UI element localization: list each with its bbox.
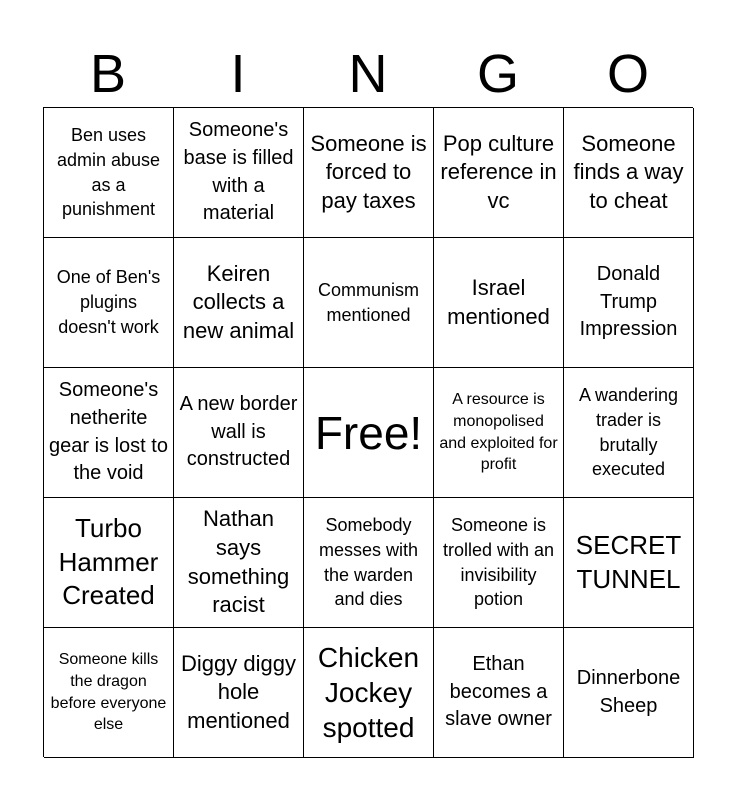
cell-text: Dinnerbone Sheep — [576, 666, 681, 717]
free-space-label: Free! — [314, 406, 423, 459]
cell-text: A new border wall is constructed — [179, 393, 298, 471]
bingo-cell[interactable] — [304, 628, 434, 758]
header-letter-o: O — [606, 44, 649, 104]
cell-text: Keiren collects a new animal — [182, 260, 295, 343]
bingo-cell[interactable] — [304, 238, 434, 368]
cell-text: Ben uses admin abuse as a punishment — [56, 124, 161, 220]
cell-text: Communism mentioned — [317, 279, 419, 325]
bingo-cell[interactable] — [44, 628, 174, 758]
header-letter-b: B — [89, 44, 127, 104]
free-space-cell[interactable] — [304, 368, 434, 498]
cell-text: One of Ben's plugins doesn't work — [56, 267, 161, 337]
cell-text: A wandering trader is brutally executed — [578, 384, 679, 480]
bingo-cell[interactable] — [564, 498, 694, 628]
cell-text: Israel mentioned — [447, 274, 550, 329]
cell-text: Diggy diggy hole mentioned — [181, 650, 296, 733]
bingo-cell[interactable] — [564, 628, 694, 758]
cell-text: Turbo Hammer Created — [58, 512, 159, 611]
bingo-cell[interactable] — [564, 368, 694, 498]
bingo-cell[interactable] — [304, 108, 434, 238]
bingo-cell[interactable] — [174, 238, 304, 368]
cell-text: Nathan says something racist — [187, 506, 290, 618]
bingo-cell[interactable] — [44, 498, 174, 628]
cell-text: Someone's base is filled with a material — [183, 119, 294, 225]
cell-text: Someone kills the dragon before everyone else — [50, 651, 167, 734]
header-letter-g: G — [476, 44, 519, 104]
bingo-cell[interactable] — [174, 368, 304, 498]
bingo-cell[interactable] — [434, 368, 564, 498]
cell-text: Chicken Jockey spotted — [317, 642, 420, 743]
cell-text: Somebody messes with the warden and dies — [318, 514, 419, 610]
bingo-cell[interactable] — [434, 498, 564, 628]
bingo-cell[interactable] — [44, 238, 174, 368]
bingo-cell[interactable] — [434, 108, 564, 238]
bingo-cell[interactable] — [434, 238, 564, 368]
cell-text: Someone's netherite gear is lost to the void — [49, 379, 168, 485]
cell-text: A resource is monopolised and exploited for profit — [439, 391, 558, 474]
header-letter-i: I — [230, 44, 246, 104]
cell-text: Pop culture reference in vc — [440, 130, 557, 213]
bingo-cell[interactable] — [564, 108, 694, 238]
cell-text: Someone finds a way to cheat — [573, 130, 684, 213]
cell-text: Someone is forced to pay taxes — [310, 130, 427, 213]
cell-text: Donald Trump Impression — [579, 263, 678, 341]
cell-text: Ethan becomes a slave owner — [445, 653, 552, 731]
bingo-cell[interactable] — [44, 108, 174, 238]
cell-text: Someone is trolled with an invisibility potion — [442, 514, 555, 610]
bingo-cell[interactable] — [434, 628, 564, 758]
bingo-board — [43, 107, 693, 757]
bingo-cell[interactable] — [44, 368, 174, 498]
header-letter-n: N — [348, 44, 388, 104]
bingo-cell[interactable] — [304, 498, 434, 628]
cell-text: SECRET TUNNEL — [575, 529, 682, 594]
bingo-cell[interactable] — [174, 498, 304, 628]
bingo-cell[interactable] — [564, 238, 694, 368]
bingo-cell[interactable] — [174, 628, 304, 758]
bingo-cell[interactable] — [174, 108, 304, 238]
bingo-header — [43, 40, 693, 108]
